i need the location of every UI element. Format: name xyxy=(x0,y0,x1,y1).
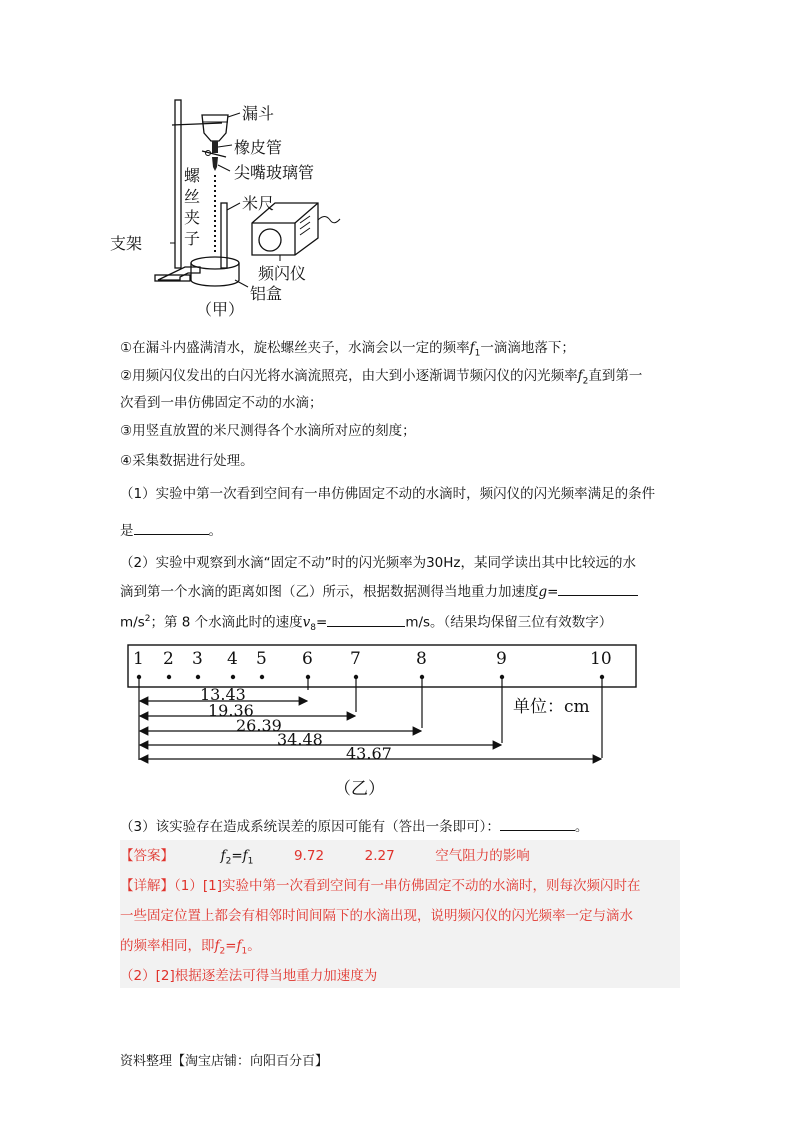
distance-label-8: 26.39 xyxy=(236,716,282,735)
answer-g: 9.72 xyxy=(293,848,325,864)
label-strobe: 频闪仪 xyxy=(258,264,307,283)
distance-label-6: 13.43 xyxy=(200,685,246,704)
answer-blank-3 xyxy=(500,815,575,831)
explain-line-3: 的频率相同，即$f_2=f_1$。 xyxy=(120,938,261,957)
answer-v8: 2.27 xyxy=(364,848,395,864)
question-2-cont: 滴到第一个水滴的距离如图（乙）所示，根据数据测得当地重力加速度g= xyxy=(120,580,638,602)
label-glass-tube: 尖嘴玻璃管 xyxy=(234,163,315,182)
answer-tag: 【答案】 xyxy=(120,848,174,864)
label-rubber-tube: 橡皮管 xyxy=(234,138,283,157)
answer-blank-v8 xyxy=(327,611,405,627)
explain-line-2: 一些固定位置上都会有相邻时间间隔下的水滴出现，说明频闪仪的闪光频率一定与滴水 xyxy=(120,908,633,924)
distance-label-10: 43.67 xyxy=(346,744,392,763)
label-al-box: 铝盒 xyxy=(250,284,283,303)
label-ruler: 米尺 xyxy=(242,194,275,213)
label-funnel: 漏斗 xyxy=(242,104,275,123)
drop-label-5: 5 xyxy=(256,649,267,669)
step-2: ②用频闪仪发出的白闪光将水滴流照亮，由大到小逐渐调节频闪仪的闪光频率$f_2$直到第一 xyxy=(120,368,643,387)
figure-jia xyxy=(110,95,360,320)
explain-line-1: 【详解】（1）[1]实验中第一次看到空间有一串仿佛固定不动的水滴时，则每次频闪时在 xyxy=(120,878,641,894)
drop-label-4: 4 xyxy=(227,649,238,669)
label-stand: 支架 xyxy=(110,234,143,253)
figure-yi-caption: （乙） xyxy=(334,779,385,799)
step-4: ④采集数据进行处理。 xyxy=(120,453,254,469)
answer-line: 【答案】 $f_2=f_1$ 9.72 2.27 空气阻力的影响 xyxy=(120,848,530,867)
question-1: （1）实验中第一次看到空间有一串仿佛固定不动的水滴时，频闪仪的闪光频率满足的条件 xyxy=(120,486,656,502)
answer-error-source: 空气阻力的影响 xyxy=(435,848,530,864)
drop-label-9: 9 xyxy=(496,649,507,669)
drop-label-1: 1 xyxy=(133,649,144,669)
distance-label-7: 19.36 xyxy=(208,701,254,720)
question-2: （2）实验中观察到水滴“固定不动”时的闪光频率为30Hz，某同学读出其中比较远的水 xyxy=(120,555,636,571)
unit-label: 单位：cm xyxy=(513,697,590,717)
figure-jia-caption: （甲） xyxy=(196,300,245,319)
question-3: （3）该实验存在造成系统误差的原因可能有（答出一条即可）： 。 xyxy=(120,815,588,837)
explain-tag: 【详解】 xyxy=(120,878,174,894)
label-screw-clamp: 螺丝夹子 xyxy=(184,166,201,248)
drop-label-6: 6 xyxy=(302,649,313,669)
answer-blank-g xyxy=(558,580,638,596)
answer-blank-1 xyxy=(134,519,209,535)
question-2-cont2: $m/s^2$；第 8 个水滴此时的速度$v_8= m/s$。（结果均保留三位有效数字） xyxy=(120,609,612,638)
drop-label-7: 7 xyxy=(350,649,361,669)
distance-label-9: 34.48 xyxy=(277,730,323,749)
drop-label-3: 3 xyxy=(192,649,203,669)
footer: 资料整理【淘宝店铺：向阳百分百】 xyxy=(120,1054,329,1069)
figure-yi xyxy=(120,640,640,805)
drop-label-8: 8 xyxy=(416,649,427,669)
step-3: ③用竖直放置的米尺测得各个水滴所对应的刻度； xyxy=(120,423,416,439)
drop-label-10: 10 xyxy=(590,649,612,669)
question-1-cont: 是 。 xyxy=(120,519,222,541)
step-2-cont: 次看到一串仿佛固定不动的水滴； xyxy=(120,395,323,411)
step-1: ①在漏斗内盛满清水，旋松螺丝夹子，水滴会以一定的频率$f_1$一滴滴地落下； xyxy=(120,340,575,359)
explain-line-4: （2）[2]根据逐差法可得当地重力加速度为 xyxy=(120,968,378,984)
drop-label-2: 2 xyxy=(163,649,174,669)
